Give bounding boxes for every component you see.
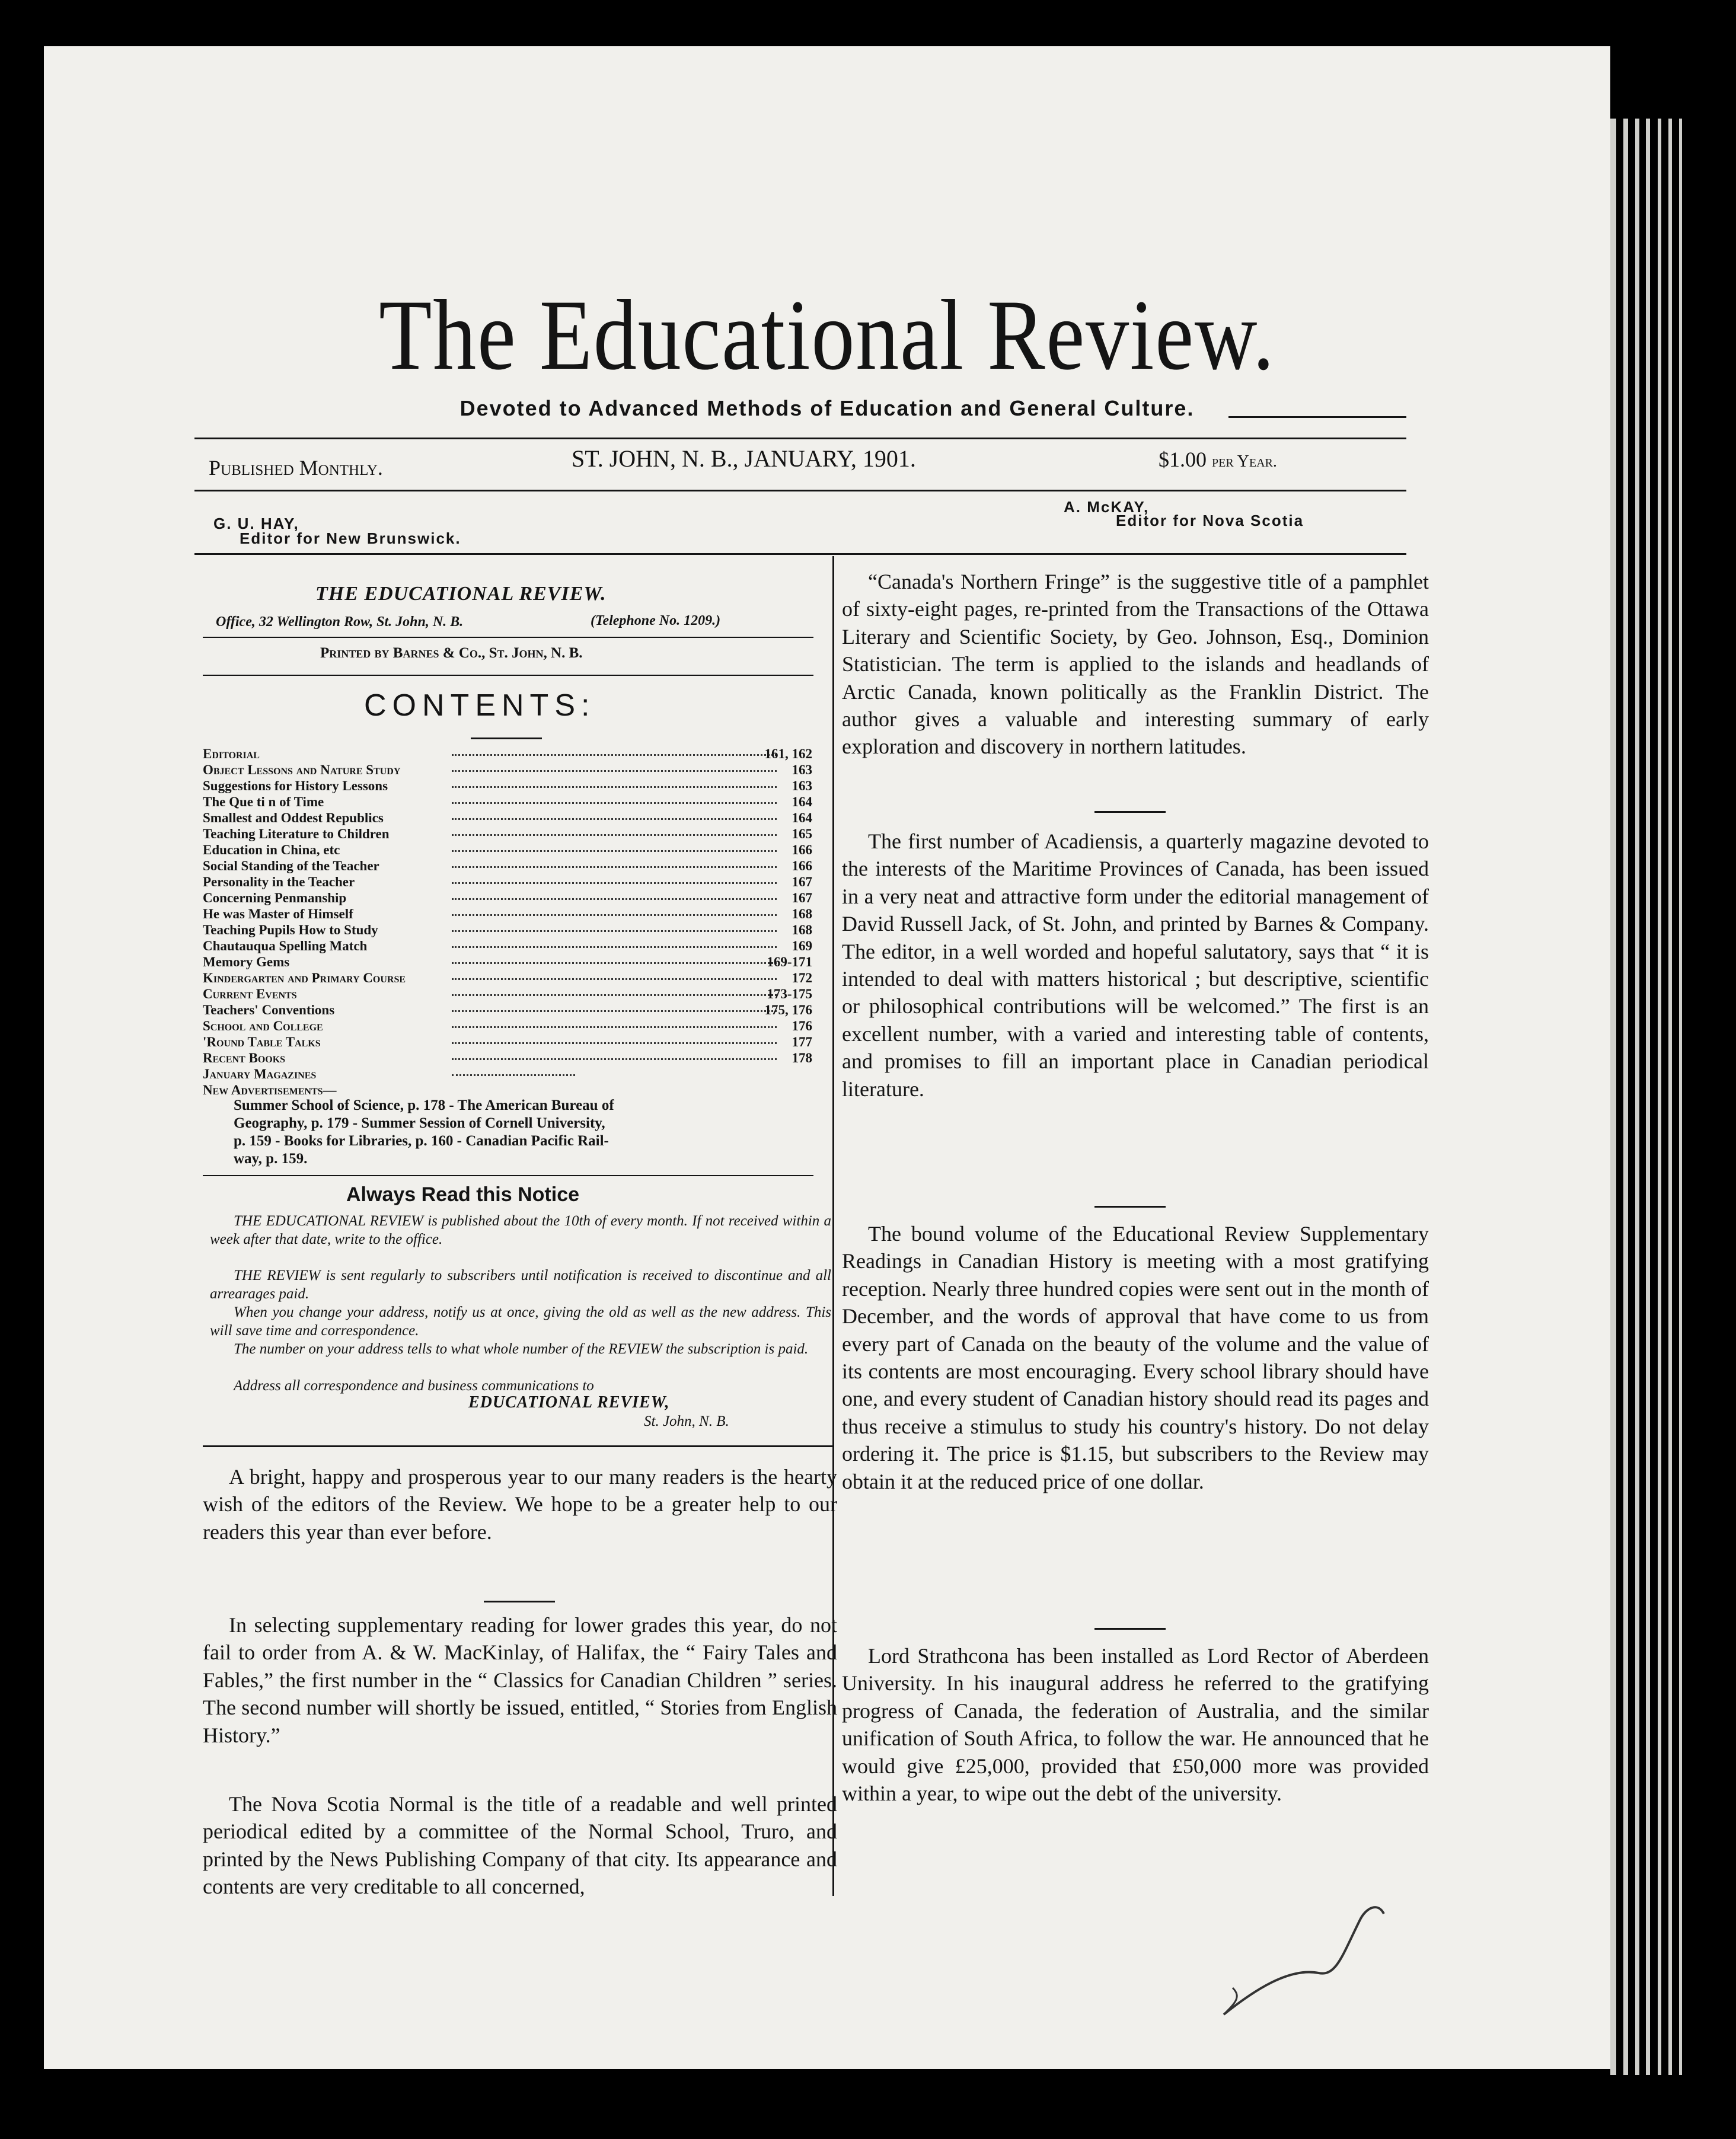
pencil-mark-icon	[1218, 1884, 1396, 2026]
dateline: ST. JOHN, N. B., JANUARY, 1901.	[572, 445, 916, 472]
contents-item: Editorial 161, 162	[203, 746, 812, 761]
masthead-title: The Educational Review.	[379, 279, 1275, 391]
contents-item: The Que ti n of Time 164	[203, 794, 812, 809]
notice-paragraph: Address all correspondence and business communications to	[234, 1378, 594, 1394]
rule	[194, 553, 1406, 555]
contents-heading: CONTENTS:	[364, 688, 596, 723]
editor-nb-role: Editor for New Brunswick.	[240, 529, 461, 547]
contents-item: January Magazines	[203, 1066, 812, 1082]
right-paragraph-1: “Canada's Northern Fringe” is the suggestive title of a pamphlet of sixty-eight pages, re-printed from the Transactions of the Ottawa Literary and Scientific Society, by Geo. Johnson, Esq., Dominion Statistician. The term is applied to the islands and headlands of Arctic Canada, known politically as the Franklin District. The author gives a valuable and interesting summary of early exploration and discovery in northern latitudes.	[842, 570, 1429, 759]
contents-item: Chautauqua Spelling Match 169	[203, 938, 812, 953]
rule	[203, 1445, 832, 1447]
separator	[471, 738, 542, 739]
contents-item: Kindergarten and Primary Course 172	[203, 970, 812, 985]
right-paragraph-2: The first number of Acadiensis, a quarterly magazine devoted to the interests of the Maritime Provinces of Canada, has been issued in a very neat and attractive form under the editorial management of David Russell Jack, of St. John, and printed by Barnes & Company. The editor, in a well worded and hopeful salutatory, says that “ it is intended to deal with matters historical ; but descriptive, scientific or philosophical contributions will be welcomed.” The first is an excellent number, with a varied and interesting table of contents, and promises to fill an important place in Canadian periodical literature.	[842, 829, 1429, 1101]
office-name: THE EDUCATIONAL REVIEW.	[315, 583, 607, 605]
contents-item: Teaching Pupils How to Study 168	[203, 922, 812, 937]
published-monthly: Published Monthly.	[209, 456, 383, 480]
office-telephone: (Telephone No. 1209.)	[591, 613, 721, 628]
price-amount: $1.00	[1159, 448, 1207, 471]
price	[1159, 447, 1277, 472]
ad-line: Geography, p. 179 - Summer Session of Cornell University,	[234, 1115, 605, 1131]
notice-signature-place: St. John, N. B.	[644, 1413, 729, 1429]
right-paragraph-4: Lord Strathcona has been installed as Lord Rector of Aberdeen University. In his inaugural address he referred to the gratifying progress of Canada, the federation of Australia, and the similar unification of South Africa, to follow the war. He announced that he would give £25,000, provided that £50,000 more was provided within a year, to wipe out the debt of the university.	[842, 1644, 1429, 1806]
contents-item: New Advertisements—	[203, 1083, 337, 1097]
editor-ns-name: A. McKAY,	[1064, 498, 1150, 516]
ad-line: p. 159 - Books for Libraries, p. 160 - Canadian Pacific Rail-	[234, 1133, 609, 1149]
contents-item: Suggestions for History Lessons 163	[203, 778, 812, 793]
page-stack-edge	[1610, 119, 1699, 2075]
separator	[1094, 1628, 1166, 1630]
ad-line: Summer School of Science, p. 178 - The American Bureau of	[234, 1097, 614, 1113]
rule	[194, 490, 1406, 491]
contents-item: Teachers' Conventions 175, 176	[203, 1003, 812, 1017]
rule	[1228, 416, 1406, 418]
contents-item: School and College 176	[203, 1019, 812, 1033]
masthead-subtitle: Devoted to Advanced Methods of Education and General Culture.	[459, 396, 1195, 420]
rule	[203, 637, 813, 638]
contents-item: 'Round Table Talks 177	[203, 1035, 812, 1049]
left-paragraph-3: The Nova Scotia Normal is the title of a readable and well printed periodical edited by a committee of the Normal School, Truro, and printed by the News Publishing Company of that city. Its appearance and contents are very creditable to all concerned,	[203, 1792, 837, 1899]
price-unit: per Year.	[1212, 452, 1277, 471]
right-paragraph-3: The bound volume of the Educational Review Supplementary Readings in Canadian History is meeting with a most gratifying reception. Nearly three hundred copies were sent out in the month of December, and the words of approval that have come to us from every part of Canada on the beauty of the volume and the value of its contents are most encouraging. Every school library should have one, and every student of Canadian history should read its pages and thus receive a stimulus to study his country's history. Do not delay ordering it. The price is $1.15, but subscribers to the Review may obtain it at the reduced price of one dollar.	[842, 1222, 1429, 1493]
contents-item: Education in China, etc 166	[203, 842, 812, 857]
ad-line: way, p. 159.	[234, 1151, 308, 1167]
separator	[484, 1601, 555, 1602]
contents-item: He was Master of Himself 168	[203, 906, 812, 921]
notice-paragraph: When you change your address, notify us at once, giving the old as well as the new address. This will save time and correspondence.	[210, 1304, 831, 1339]
contents-item: Social Standing of the Teacher 166	[203, 858, 812, 873]
editor-nb-name: G. U. HAY,	[213, 515, 299, 532]
contents-item: Object Lessons and Nature Study 163	[203, 762, 812, 777]
left-paragraph-2: In selecting supplementary reading for lower grades this year, do not fail to order from A. & W. MacKinlay, of Halifax, the “ Fairy Tales and Fables,” the first number in the “ Classics for Canadian Children ” series. The second number will shortly be issued, entitled, “ Stories from English History.”	[203, 1613, 837, 1747]
contents-item: Memory Gems 169-171	[203, 954, 812, 969]
notice-signature-name: EDUCATIONAL REVIEW,	[468, 1393, 670, 1412]
contents-item: Personality in the Teacher 167	[203, 874, 812, 889]
separator	[1094, 1206, 1166, 1208]
notice-paragraph: THE REVIEW is sent regularly to subscribers until notification is received to discontinue and all arrearages paid.	[210, 1268, 831, 1302]
notice-heading: Always Read this Notice	[346, 1183, 580, 1206]
contents-item: Current Events 173-175	[203, 987, 812, 1001]
rule	[203, 1175, 813, 1176]
rule	[194, 438, 1406, 439]
left-paragraph-1: A bright, happy and prosperous year to our many readers is the hearty wish of the editors of the Review. We hope to be a greater help to our readers this year than ever before.	[203, 1465, 837, 1544]
contents-item: Smallest and Oddest Republics 164	[203, 810, 812, 825]
notice-paragraph: The number on your address tells to what whole number of the REVIEW the subscription is paid.	[234, 1341, 809, 1357]
contents-item: Concerning Penmanship 167	[203, 890, 812, 905]
rule	[203, 675, 813, 676]
editor-ns-role: Editor for Nova Scotia	[1116, 512, 1304, 529]
separator	[1094, 811, 1166, 813]
office-address: Office, 32 Wellington Row, St. John, N. B.	[216, 614, 464, 630]
newspaper-page	[44, 46, 1610, 2069]
office-printer: Printed by Barnes & Co., St. John, N. B.	[320, 645, 583, 661]
notice-paragraph: THE EDUCATIONAL REVIEW is published about the 10th of every month. If not received within a week after that date, write to the office.	[210, 1213, 831, 1247]
contents-item: Recent Books 178	[203, 1051, 812, 1065]
contents-item: Teaching Literature to Children 165	[203, 826, 812, 841]
